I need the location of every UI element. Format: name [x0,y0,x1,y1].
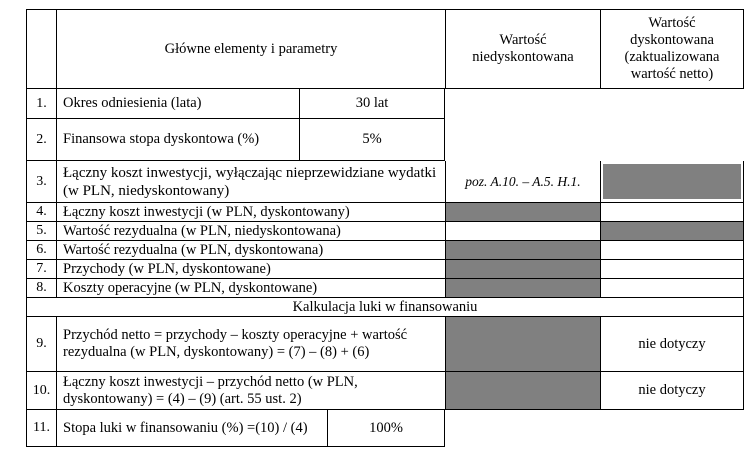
row-4-discounted-cell [600,203,744,222]
row-3-label: Łączny koszt inwestycji, wyłączając nieprzewidziane wydatki (w PLN, niedyskontowany) [56,161,445,203]
row-4-number: 4. [26,203,56,222]
row-1-number: 1. [26,89,56,119]
row-5-undiscounted-cell [445,222,600,241]
row-6-number: 6. [26,241,56,260]
section-title: Kalkulacja luki w finansowaniu [26,298,744,317]
row-7-undiscounted-shaded [445,260,600,279]
row-2-label: Finansowa stopa dyskontowa (%) [56,119,299,161]
row-9-label: Przychód netto = przychody – koszty operacyjne + wartość rezydualna (w PLN, dyskontowany) = (7) – (8) + (6) [56,317,445,372]
row-8-number: 8. [26,279,56,298]
row-8-label: Koszty operacyjne (w PLN, dyskontowane) [56,279,445,298]
row-9-discounted: nie dotyczy [600,317,744,372]
row-7-label: Przychody (w PLN, dyskontowane) [56,260,445,279]
row-9-undiscounted-shaded [445,317,600,372]
header-discounted: Wartość dyskontowana (zaktualizowana wartość netto) [600,9,744,89]
row-5-number: 5. [26,222,56,241]
row-3-discounted-cell [600,161,744,203]
row-2-value: 5% [299,119,445,161]
row-6-label: Wartość rezydualna (w PLN, dyskontowana) [56,241,445,260]
row-3-number: 3. [26,161,56,203]
row-11-label: Stopa luki w finansowaniu (%) =(10) / (4) [56,410,327,447]
row-2-number: 2. [26,119,56,161]
row-5-discounted-shaded [600,222,744,241]
header-main: Główne elementy i parametry [56,9,445,89]
row-9-number: 9. [26,317,56,372]
row-11-value: 100% [327,410,445,447]
row-6-undiscounted-shaded [445,241,600,260]
row-8-undiscounted-shaded [445,279,600,298]
row-8-discounted-cell [600,279,744,298]
row-7-number: 7. [26,260,56,279]
row-10-discounted: nie dotyczy [600,372,744,410]
row-10-undiscounted-shaded [445,372,600,410]
row-10-label: Łączny koszt inwestycji – przychód netto (w PLN, dyskontowany) = (4) – (9) (art. 55 ust. 2) [56,372,445,410]
row-6-discounted-cell [600,241,744,260]
row-7-discounted-cell [600,260,744,279]
row-10-number: 10. [26,372,56,410]
row-4-undiscounted-shaded [445,203,600,222]
row-1-value: 30 lat [299,89,445,119]
row-5-label: Wartość rezydualna (w PLN, niedyskontowana) [56,222,445,241]
header-undiscounted: Wartość niedyskontowana [445,9,600,89]
row-3-discounted-shade [603,164,741,199]
row-1-label: Okres odniesienia (lata) [56,89,299,119]
header-number-cell [26,9,56,89]
row-11-number: 11. [26,410,56,447]
row-3-undiscounted: poz. A.10. – A.5. H.1. [445,161,600,203]
row-4-label: Łączny koszt inwestycji (w PLN, dyskontowany) [56,203,445,222]
